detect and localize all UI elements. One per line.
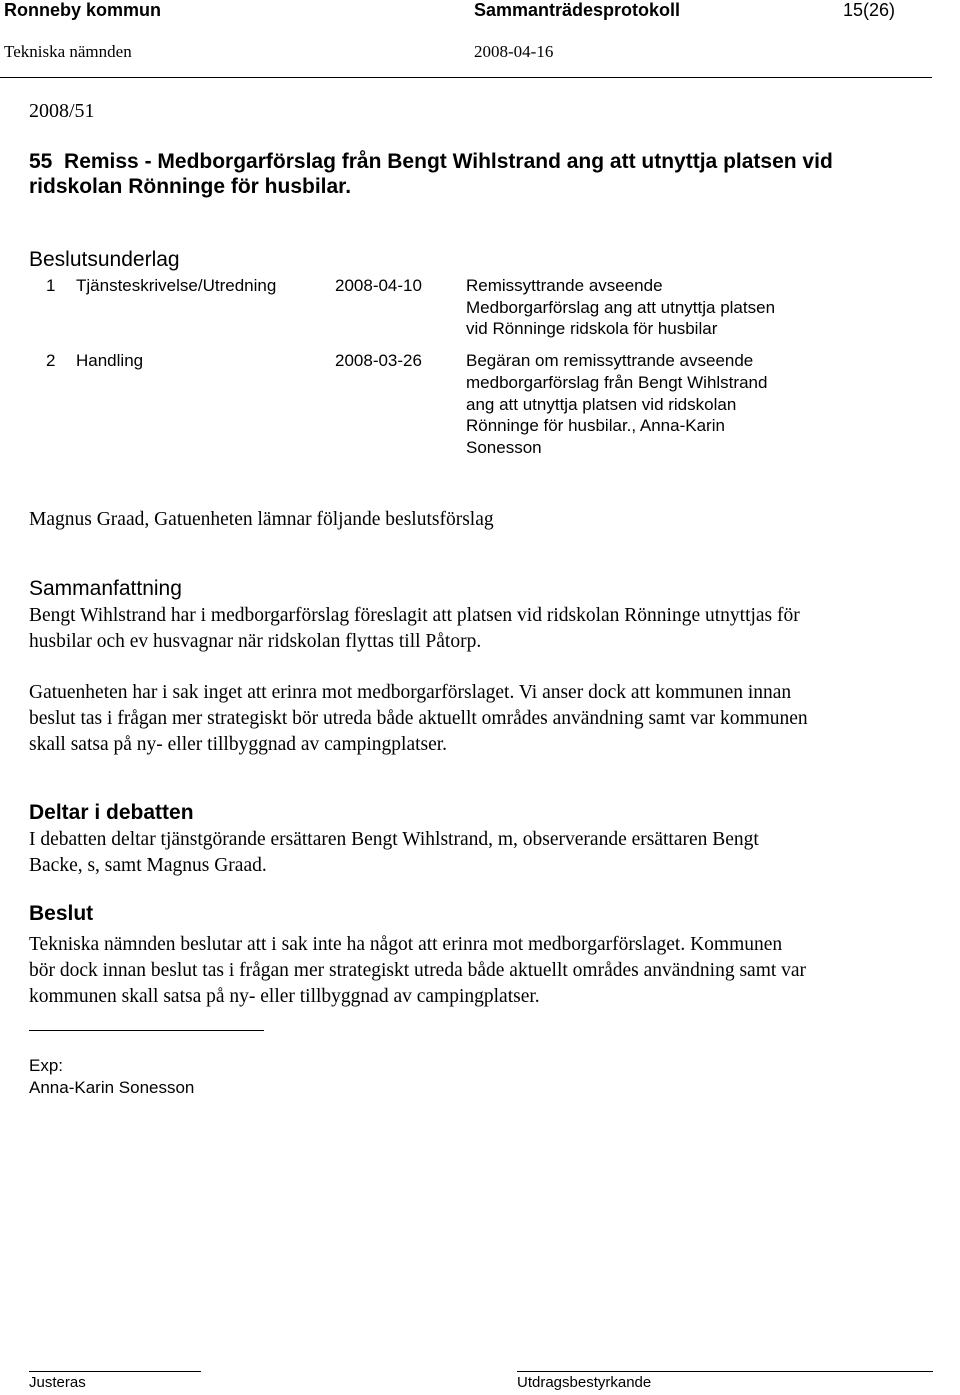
item-description-line: medborgarförslag från Bengt Wihlstrand [466, 373, 768, 392]
organization-name: Ronneby kommun [4, 0, 162, 20]
case-number: 2008/51 [29, 100, 95, 122]
item-date: 2008-04-10 [335, 276, 422, 295]
committee-name: Tekniska nämnden [4, 42, 132, 61]
sammanfattning-heading: Sammanfattning [29, 577, 182, 600]
item-description-line: vid Rönninge ridskola för husbilar [466, 319, 718, 338]
header-divider [0, 77, 932, 78]
item-description-line: ang att utnyttja platsen vid ridskolan [466, 395, 737, 414]
item-number: 1 [46, 276, 56, 295]
item-description-line: Begäran om remissyttrande avseende [466, 351, 754, 370]
debatt-heading: Deltar i debatten [29, 801, 194, 824]
item-description-line: Remissyttrande avseende [466, 276, 663, 295]
paragraph-number: 55 [29, 150, 53, 173]
debatt-paragraph [29, 827, 934, 879]
expedition-label: Exp: [29, 1056, 64, 1075]
meeting-date: 2008-04-16 [474, 42, 554, 61]
sammanfattning-paragraph-1 [29, 603, 934, 655]
text-line: Tekniska nämnden beslutar att i sak inte ha något att erinra mot medborgarförslaget. Kommunen [29, 934, 783, 955]
document-type: Sammanträdesprotokoll [474, 0, 681, 20]
utdragsbestyrkande-line [517, 1371, 933, 1372]
item-type: Tjänsteskrivelse/Utredning [76, 276, 277, 295]
footer-utdragsbestyrkande: Utdragsbestyrkande [517, 1374, 652, 1391]
text-line: skall satsa på ny- eller tillbyggnad av campingplatser. [29, 734, 448, 755]
paragraph-title-line-2: ridskolan Rönninge för husbilar. [29, 175, 352, 198]
text-line: Gatuenheten har i sak inget att erinra mot medborgarförslaget. Vi anser dock att kommunen innan [29, 682, 792, 703]
footer-justeras: Justeras [29, 1374, 86, 1391]
paragraph-title-line-1: Remiss - Medborgarförslag från Bengt Wihlstrand ang att utnyttja platsen vid [64, 150, 833, 173]
justeras-line [29, 1371, 201, 1372]
item-description-line: Sonesson [466, 438, 542, 457]
page-number: 15(26) [843, 0, 896, 20]
item-type: Handling [76, 351, 144, 370]
text-line: bör dock innan beslut tas i frågan mer strategiskt utreda både aktuellt områdes användning samt var [29, 960, 807, 981]
beslut-heading: Beslut [29, 902, 94, 925]
text-line: I debatten deltar tjänstgörande ersättaren Bengt Wihlstrand, m, observerande ersättaren Bengt [29, 829, 759, 850]
signature-line [29, 1030, 264, 1031]
sammanfattning-paragraph-2 [29, 680, 934, 758]
expedition-recipient: Anna-Karin Sonesson [29, 1078, 195, 1097]
paragraph-title [29, 149, 833, 174]
text-line: Backe, s, samt Magnus Graad. [29, 855, 267, 876]
text-line: kommunen skall satsa på ny- eller tillbyggnad av campingplatser. [29, 986, 540, 1007]
item-number: 2 [46, 351, 56, 370]
text-line: beslut tas i frågan mer strategiskt bör utreda både aktuellt områdes användning samt var kommunen [29, 708, 808, 729]
beslut-paragraph [29, 932, 934, 1010]
item-description-line: Rönninge för husbilar., Anna-Karin [466, 416, 725, 435]
item-description-line: Medborgarförslag ang att utnyttja platsen [466, 298, 776, 317]
text-line: husbilar och ev husvagnar när ridskolan flyttas till Påtorp. [29, 631, 482, 652]
proposal-intro: Magnus Graad, Gatuenheten lämnar följande beslutsförslag [29, 509, 494, 530]
item-date: 2008-03-26 [335, 351, 422, 370]
beslutsunderlag-heading: Beslutsunderlag [29, 248, 180, 271]
text-line: Bengt Wihlstrand har i medborgarförslag föreslagit att platsen vid ridskolan Rönninge utnyttjas för [29, 605, 800, 626]
